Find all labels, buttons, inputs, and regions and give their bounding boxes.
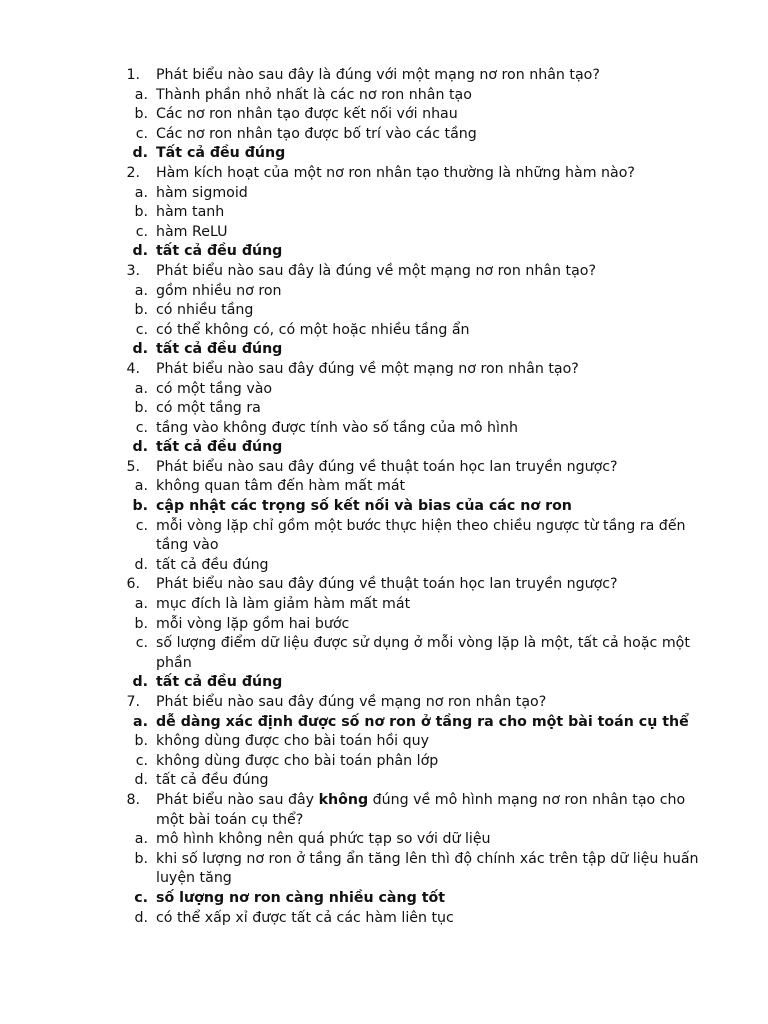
option-text: hàm sigmoid — [156, 184, 248, 201]
option-4a — [0, 380, 768, 400]
option-letter: d. — [134, 556, 148, 573]
question-number: 8. — [126, 791, 140, 808]
option-letter: a. — [133, 713, 148, 730]
option-text: có nhiều tầng — [156, 302, 254, 319]
question-8 — [0, 791, 768, 830]
option-letter: d. — [132, 674, 148, 691]
option-text: không quan tâm đến hàm mất mát — [156, 478, 406, 495]
option-3c — [0, 321, 768, 341]
option-text: cập nhật các trọng số kết nối và bias của các nơ ron — [156, 498, 572, 515]
option-text: Thành phần nhỏ nhất là các nơ ron nhân tạo — [156, 86, 472, 103]
option-8d — [0, 909, 768, 929]
option-text: mục đích là làm giảm hàm mất mát — [156, 596, 411, 613]
option-letter: b. — [134, 302, 148, 319]
option-1a — [0, 86, 768, 106]
option-letter: b. — [134, 733, 148, 750]
option-1b — [0, 105, 768, 125]
option-letter: c. — [135, 223, 148, 240]
option-7b — [0, 732, 768, 752]
question-7 — [0, 693, 768, 713]
option-letter: c. — [135, 517, 148, 534]
question-number: 4. — [126, 360, 140, 377]
question-number: 5. — [126, 458, 140, 475]
option-letter: c. — [135, 125, 148, 142]
question-negation-emphasis: không — [318, 791, 369, 808]
option-text: tất cả đều đúng — [156, 556, 269, 573]
option-5d — [0, 556, 768, 576]
option-text: tất cả đều đúng — [156, 341, 283, 358]
question-1 — [0, 66, 768, 86]
option-text: tất cả đều đúng — [156, 674, 283, 691]
option-letter: c. — [135, 419, 148, 436]
option-5b-correct — [0, 497, 768, 517]
question-text: Phát biểu nào sau đây đúng về thuật toán học lan truyền ngược? — [156, 576, 618, 593]
option-4d-correct — [0, 438, 768, 458]
option-text: tất cả đều đúng — [156, 772, 269, 789]
option-letter: d. — [134, 909, 148, 926]
option-text: có thể không có, có một hoặc nhiều tầng ẩn — [156, 321, 470, 338]
option-letter: b. — [134, 106, 148, 123]
option-2c — [0, 223, 768, 243]
option-letter: c. — [135, 635, 148, 652]
option-2a — [0, 184, 768, 204]
quiz-document — [0, 66, 768, 928]
option-text: hàm ReLU — [156, 223, 228, 240]
question-text-after: đúng về mô hình mạng nơ ron nhân tạo cho một bài toán cụ thể? — [156, 791, 686, 828]
option-6b — [0, 615, 768, 635]
option-8a — [0, 830, 768, 850]
option-text: khi số lượng nơ ron ở tầng ẩn tăng lên thì độ chính xác trên tập dữ liệu huấn luyện tăng — [156, 850, 699, 887]
option-text: tất cả đều đúng — [156, 439, 283, 456]
option-letter: a. — [134, 282, 148, 299]
option-text: không dùng được cho bài toán hồi quy — [156, 733, 429, 750]
option-text: tất cả đều đúng — [156, 243, 283, 260]
option-text: gồm nhiều nơ ron — [156, 282, 282, 299]
option-8b — [0, 850, 768, 889]
option-letter: b. — [134, 204, 148, 221]
option-letter: d. — [132, 243, 148, 260]
question-text: Phát biểu nào sau đây đúng về thuật toán học lan truyền ngược? — [156, 458, 618, 475]
option-7c — [0, 752, 768, 772]
option-text: có thể xấp xỉ được tất cả các hàm liên tục — [156, 909, 454, 926]
question-text: Phát biểu nào sau đây đúng về mạng nơ ron nhân tạo? — [156, 694, 547, 710]
option-text: mỗi vòng lặp gồm hai bước — [156, 615, 350, 632]
question-text: Phát biểu nào sau đây đúng về một mạng nơ ron nhân tạo? — [156, 360, 579, 377]
question-6 — [0, 575, 768, 595]
option-letter: d. — [132, 341, 148, 358]
option-letter: b. — [134, 400, 148, 417]
option-letter: b. — [134, 615, 148, 632]
option-letter: a. — [134, 184, 148, 201]
option-text: mỗi vòng lặp chỉ gồm một bước thực hiện theo chiều ngược từ tầng ra đến tầng vào — [156, 517, 686, 554]
option-text: có một tầng vào — [156, 380, 273, 397]
option-letter: a. — [134, 596, 148, 613]
question-2 — [0, 164, 768, 184]
option-text: số lượng nơ ron càng nhiều càng tốt — [156, 889, 446, 906]
question-text-before: Phát biểu nào sau đây — [156, 791, 319, 808]
option-text: không dùng được cho bài toán phân lớp — [156, 752, 439, 769]
question-number: 3. — [126, 262, 140, 279]
option-text: số lượng điểm dữ liệu được sử dụng ở mỗi vòng lặp là một, tất cả hoặc một phần — [156, 635, 690, 671]
question-text: Phát biểu nào sau đây là đúng với một mạng nơ ron nhân tạo? — [156, 67, 600, 83]
option-8c-correct — [0, 889, 768, 909]
option-letter: c. — [135, 752, 148, 769]
question-text: Hàm kích hoạt của một nơ ron nhân tạo thường là những hàm nào? — [156, 164, 635, 181]
option-letter: a. — [134, 478, 148, 495]
option-letter: a. — [134, 86, 148, 103]
option-text: Các nơ ron nhân tạo được bố trí vào các tầng — [156, 125, 477, 142]
option-text: hàm tanh — [156, 204, 225, 221]
option-5c — [0, 517, 768, 556]
option-3a — [0, 282, 768, 302]
question-number: 1. — [126, 67, 140, 83]
option-letter: d. — [132, 439, 148, 456]
option-letter: b. — [132, 498, 148, 515]
question-4 — [0, 360, 768, 380]
option-6c — [0, 634, 768, 673]
option-text: mô hình không nên quá phức tạp so với dữ liệu — [156, 831, 491, 848]
option-6d-correct — [0, 673, 768, 693]
option-3b — [0, 301, 768, 321]
option-letter: c. — [134, 889, 148, 906]
option-4b — [0, 399, 768, 419]
option-letter: c. — [135, 321, 148, 338]
option-letter: d. — [132, 145, 148, 162]
option-2d-correct — [0, 242, 768, 262]
question-number: 6. — [126, 576, 140, 593]
question-5 — [0, 458, 768, 478]
option-3d-correct — [0, 340, 768, 360]
option-text: có một tầng ra — [156, 400, 261, 417]
question-3 — [0, 262, 768, 282]
option-1c — [0, 125, 768, 145]
option-5a — [0, 477, 768, 497]
question-number: 7. — [126, 694, 140, 710]
question-text — [156, 791, 708, 830]
option-letter: a. — [134, 831, 148, 848]
option-letter: d. — [134, 772, 148, 789]
question-number: 2. — [126, 164, 140, 181]
option-2b — [0, 203, 768, 223]
option-letter: b. — [134, 850, 148, 867]
option-text: tầng vào không được tính vào số tầng của mô hình — [156, 419, 518, 436]
option-7a-correct — [0, 713, 768, 733]
question-text: Phát biểu nào sau đây là đúng về một mạng nơ ron nhân tạo? — [156, 262, 596, 279]
option-4c — [0, 419, 768, 439]
option-text: Các nơ ron nhân tạo được kết nối với nhau — [156, 106, 458, 123]
option-letter: a. — [134, 380, 148, 397]
option-1d-correct — [0, 144, 768, 164]
option-text: dễ dàng xác định được số nơ ron ở tầng ra cho một bài toán cụ thể — [156, 713, 689, 730]
option-7d — [0, 771, 768, 791]
option-6a — [0, 595, 768, 615]
option-text: Tất cả đều đúng — [156, 145, 286, 162]
